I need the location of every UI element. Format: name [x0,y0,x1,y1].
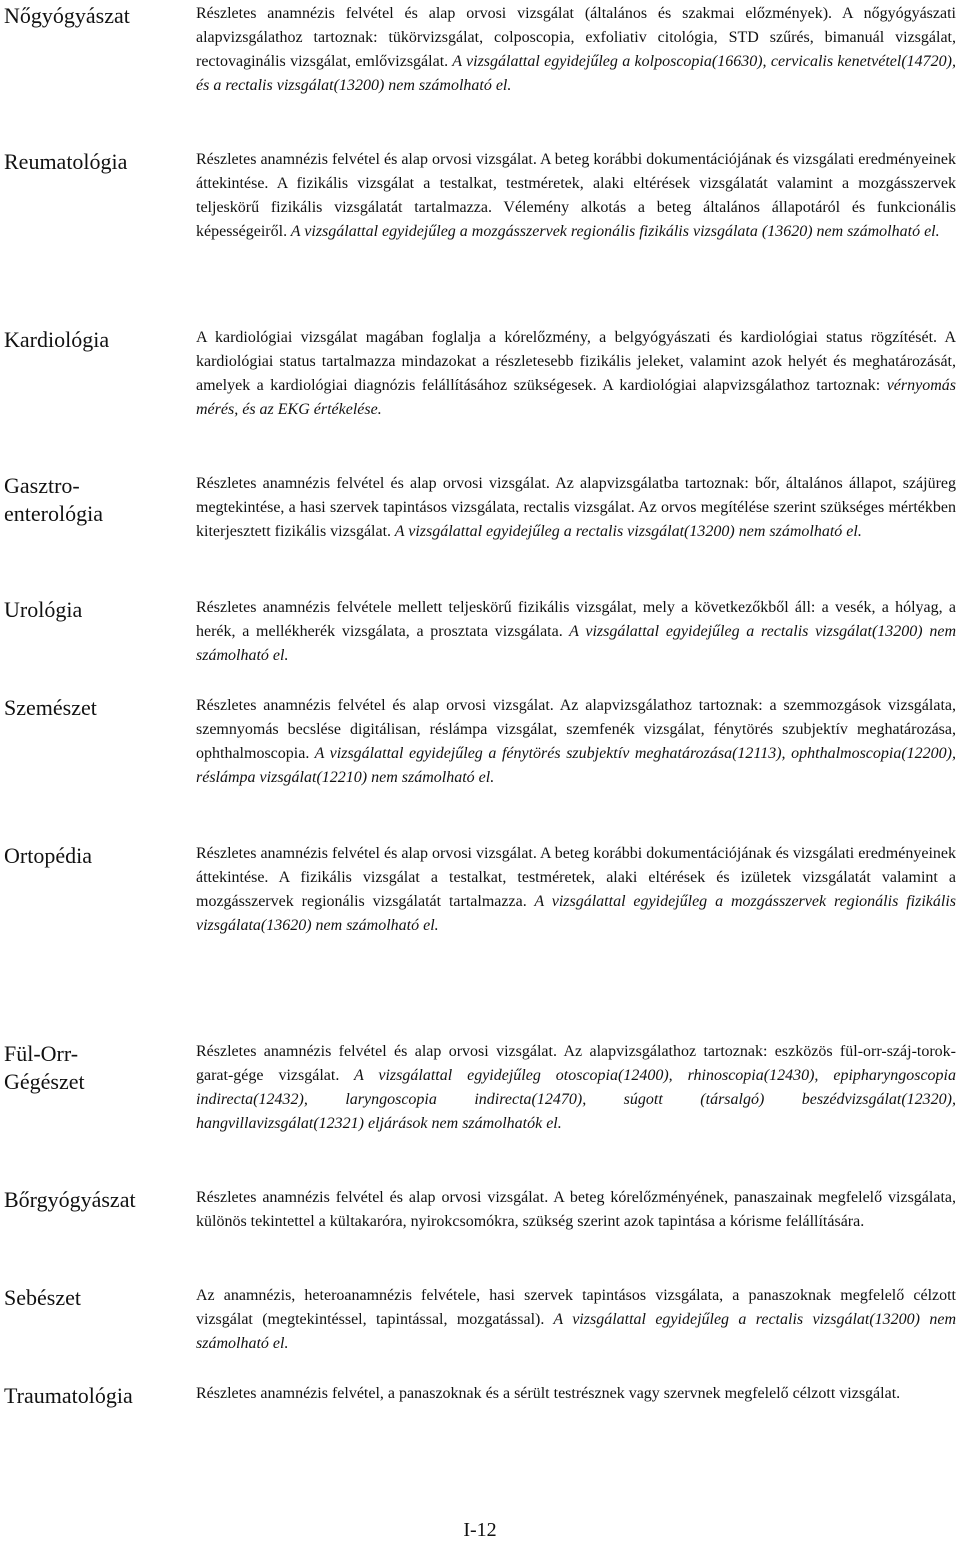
specialty-description [196,326,956,422]
description-text: Részletes anamnézis felvétel és alap orvosi vizsgálat. Az alapvizsgálatba tartoznak: bőr, általános állapot, szájüreg megtekintése, a hasi szervek tapintásos vizsgálata, rectalis vizsgálat. Az orvos megítélése szerint szükséges mértékben kiterjesztett fizikális vizsgálat. [196,475,956,540]
description-exclusion: A vizsgálattal egyidejűleg a rectalis vizsgálat(13200) nem számolható el. [196,623,956,664]
specialty-description [196,1284,956,1356]
description-text: Részletes anamnézis felvétel és alap orvosi vizsgálat. A beteg korábbi dokumentációjának és vizsgálati eredményeinek áttekintése. A fizikális vizsgálat a testalkat, testméretek, alaki eltérések és izületek vizsgálatát valamint a mozgásszervek regionális vizsgálatát tartalmazza. [196,845,956,910]
specialty-label: Gasztro- enterológia [4,473,103,526]
description-exclusion: A vizsgálattal egyidejűleg a kolposcopia(16630), cervicalis kenetvétel(14720), és a rectalis vizsgálat(13200) nem számolható el. [196,53,957,94]
specialty-label: Ortopédia [4,843,92,868]
description-text: Részletes anamnézis felvétel és alap orvosi vizsgálat. A beteg korábbi dokumentációjának és vizsgálati eredményeinek áttekintése. A fizikális vizsgálat a testalkat, testméretek, alaki eltérések vizsgálatát valamint a mozgásszervek teljeskörű fizikális vizsgálatát tartalmazza. Vélemény alkotás a beteg általános állapotáról és funkcionális képességeiről. [196,151,956,240]
description-exclusion: A vizsgálattal egyidejűleg otoscopia(12400), rhinoscopia(12430), epipharyngoscopia indirecta(12432), laryngoscopia indirecta(12470), súgott (társalgó) beszédvizsgálat(12320), hangvillavizsgálat(12321) eljárások nem számolhatók el. [196,1067,956,1132]
page-number: I-12 [463,1519,497,1541]
specialty-label: Fül-Orr- Gégészet [4,1041,85,1094]
description-exclusion: A vizsgálattal egyidejűleg a mozgásszervek regionális fizikális vizsgálata (13620) nem számolható el. [287,223,940,240]
description-text: Részletes anamnézis felvétele mellett teljeskörű fizikális vizsgálat, mely a következőkből áll: a vesék, a hólyag, a herék, a mellékherék vizsgálata, a prosztata vizsgálata. [196,599,956,640]
specialty-description [196,1382,916,1406]
specialty-description [196,842,956,938]
description-exclusion: A vizsgálattal egyidejűleg a fénytörés szubjektív meghatározása(12113), ophthalmoscopia(12200), réslámpa vizsgálat(12210) nem számolható el. [196,745,956,786]
specialty-label: Szemészet [4,695,97,720]
description-exclusion: A vizsgálattal egyidejűleg a rectalis vizsgálat(13200) nem számolható el. [391,523,862,540]
description-text: Részletes anamnézis felvétel és alap orvosi vizsgálat. Az alapvizsgálathoz tartoznak: a szemmozgások vizsgálata, szemnyomás becslése digitálisan, réslámpa vizsgálat, szemfenék vizsgálat, fénytörés szubjektív meghatározása, ophthalmoscopia. [196,697,956,762]
specialty-label: Sebészet [4,1285,81,1310]
description-text: Részletes anamnézis felvétel és alap orvosi vizsgálat (általános és szakmai előzmények). A nőgyógyászati alapvizsgálathoz tartoznak: tükörvizsgálat, colposcopia, exfoliativ citológia, STD szűrés, bimanuál vizsgálat, rectovaginális vizsgálat, emlővizsgálat. [196,5,956,70]
description-text: Részletes anamnézis felvétel és alap orvosi vizsgálat. Az alapvizsgálathoz tartoznak: eszközös fül-orr-száj-torok-garat-gége vizsgálat. [196,1043,956,1084]
description-text: A kardiológiai vizsgálat magában foglalja a kórelőzmény, a belgyógyászati és kardiológiai status rögzítését. A kardiológiai status tartalmazza mindazokat a részletesebb fizikális jeleket, valamint azok helyét és meghatározását, amelyek a kardiológiai diagnózis felállításához szükségesek. A kardiológiai alapvizsgálathoz tartoznak: [196,329,956,394]
specialty-description [196,2,956,98]
specialty-description [196,148,956,244]
specialty-label: Traumatológia [4,1383,133,1408]
specialty-label: Urológia [4,597,83,622]
description-exclusion: vérnyomás mérés, és az EKG értékelése. [196,377,956,418]
specialty-description [196,1186,956,1234]
specialty-label: Nőgyógyászat [4,3,130,28]
description-exclusion: A vizsgálattal egyidejűleg a mozgásszervek regionális fizikális vizsgálata(13620) nem számolható el. [196,893,956,934]
specialty-description [196,596,956,668]
description-exclusion: A vizsgálattal egyidejűleg a rectalis vizsgálat(13200) nem számolható el. [196,1311,956,1352]
specialty-label: Reumatológia [4,149,128,174]
specialty-description [196,472,956,544]
specialty-label: Bőrgyógyászat [4,1187,136,1212]
specialty-description [196,694,956,790]
description-text: Részletes anamnézis felvétel, a panaszoknak és a sérült testrésznek vagy szervnek megfelelő célzott vizsgálat. [196,1385,901,1402]
description-text: Részletes anamnézis felvétel és alap orvosi vizsgálat. A beteg kórelőzményének, panaszainak megfelelő vizsgálata, különös tekintettel a kültakaróra, nyirokcsomókra, szükség szerint azok tapintása a kórisme felállítására. [196,1189,956,1230]
specialty-label: Kardiológia [4,327,110,352]
specialty-description [196,1040,956,1136]
description-text: Az anamnézis, heteroanamnézis felvétele, hasi szervek tapintásos vizsgálata, a panaszoknak megfelelő célzott vizsgálat (megtekintéssel, tapintással, mozgatással). [196,1287,956,1328]
